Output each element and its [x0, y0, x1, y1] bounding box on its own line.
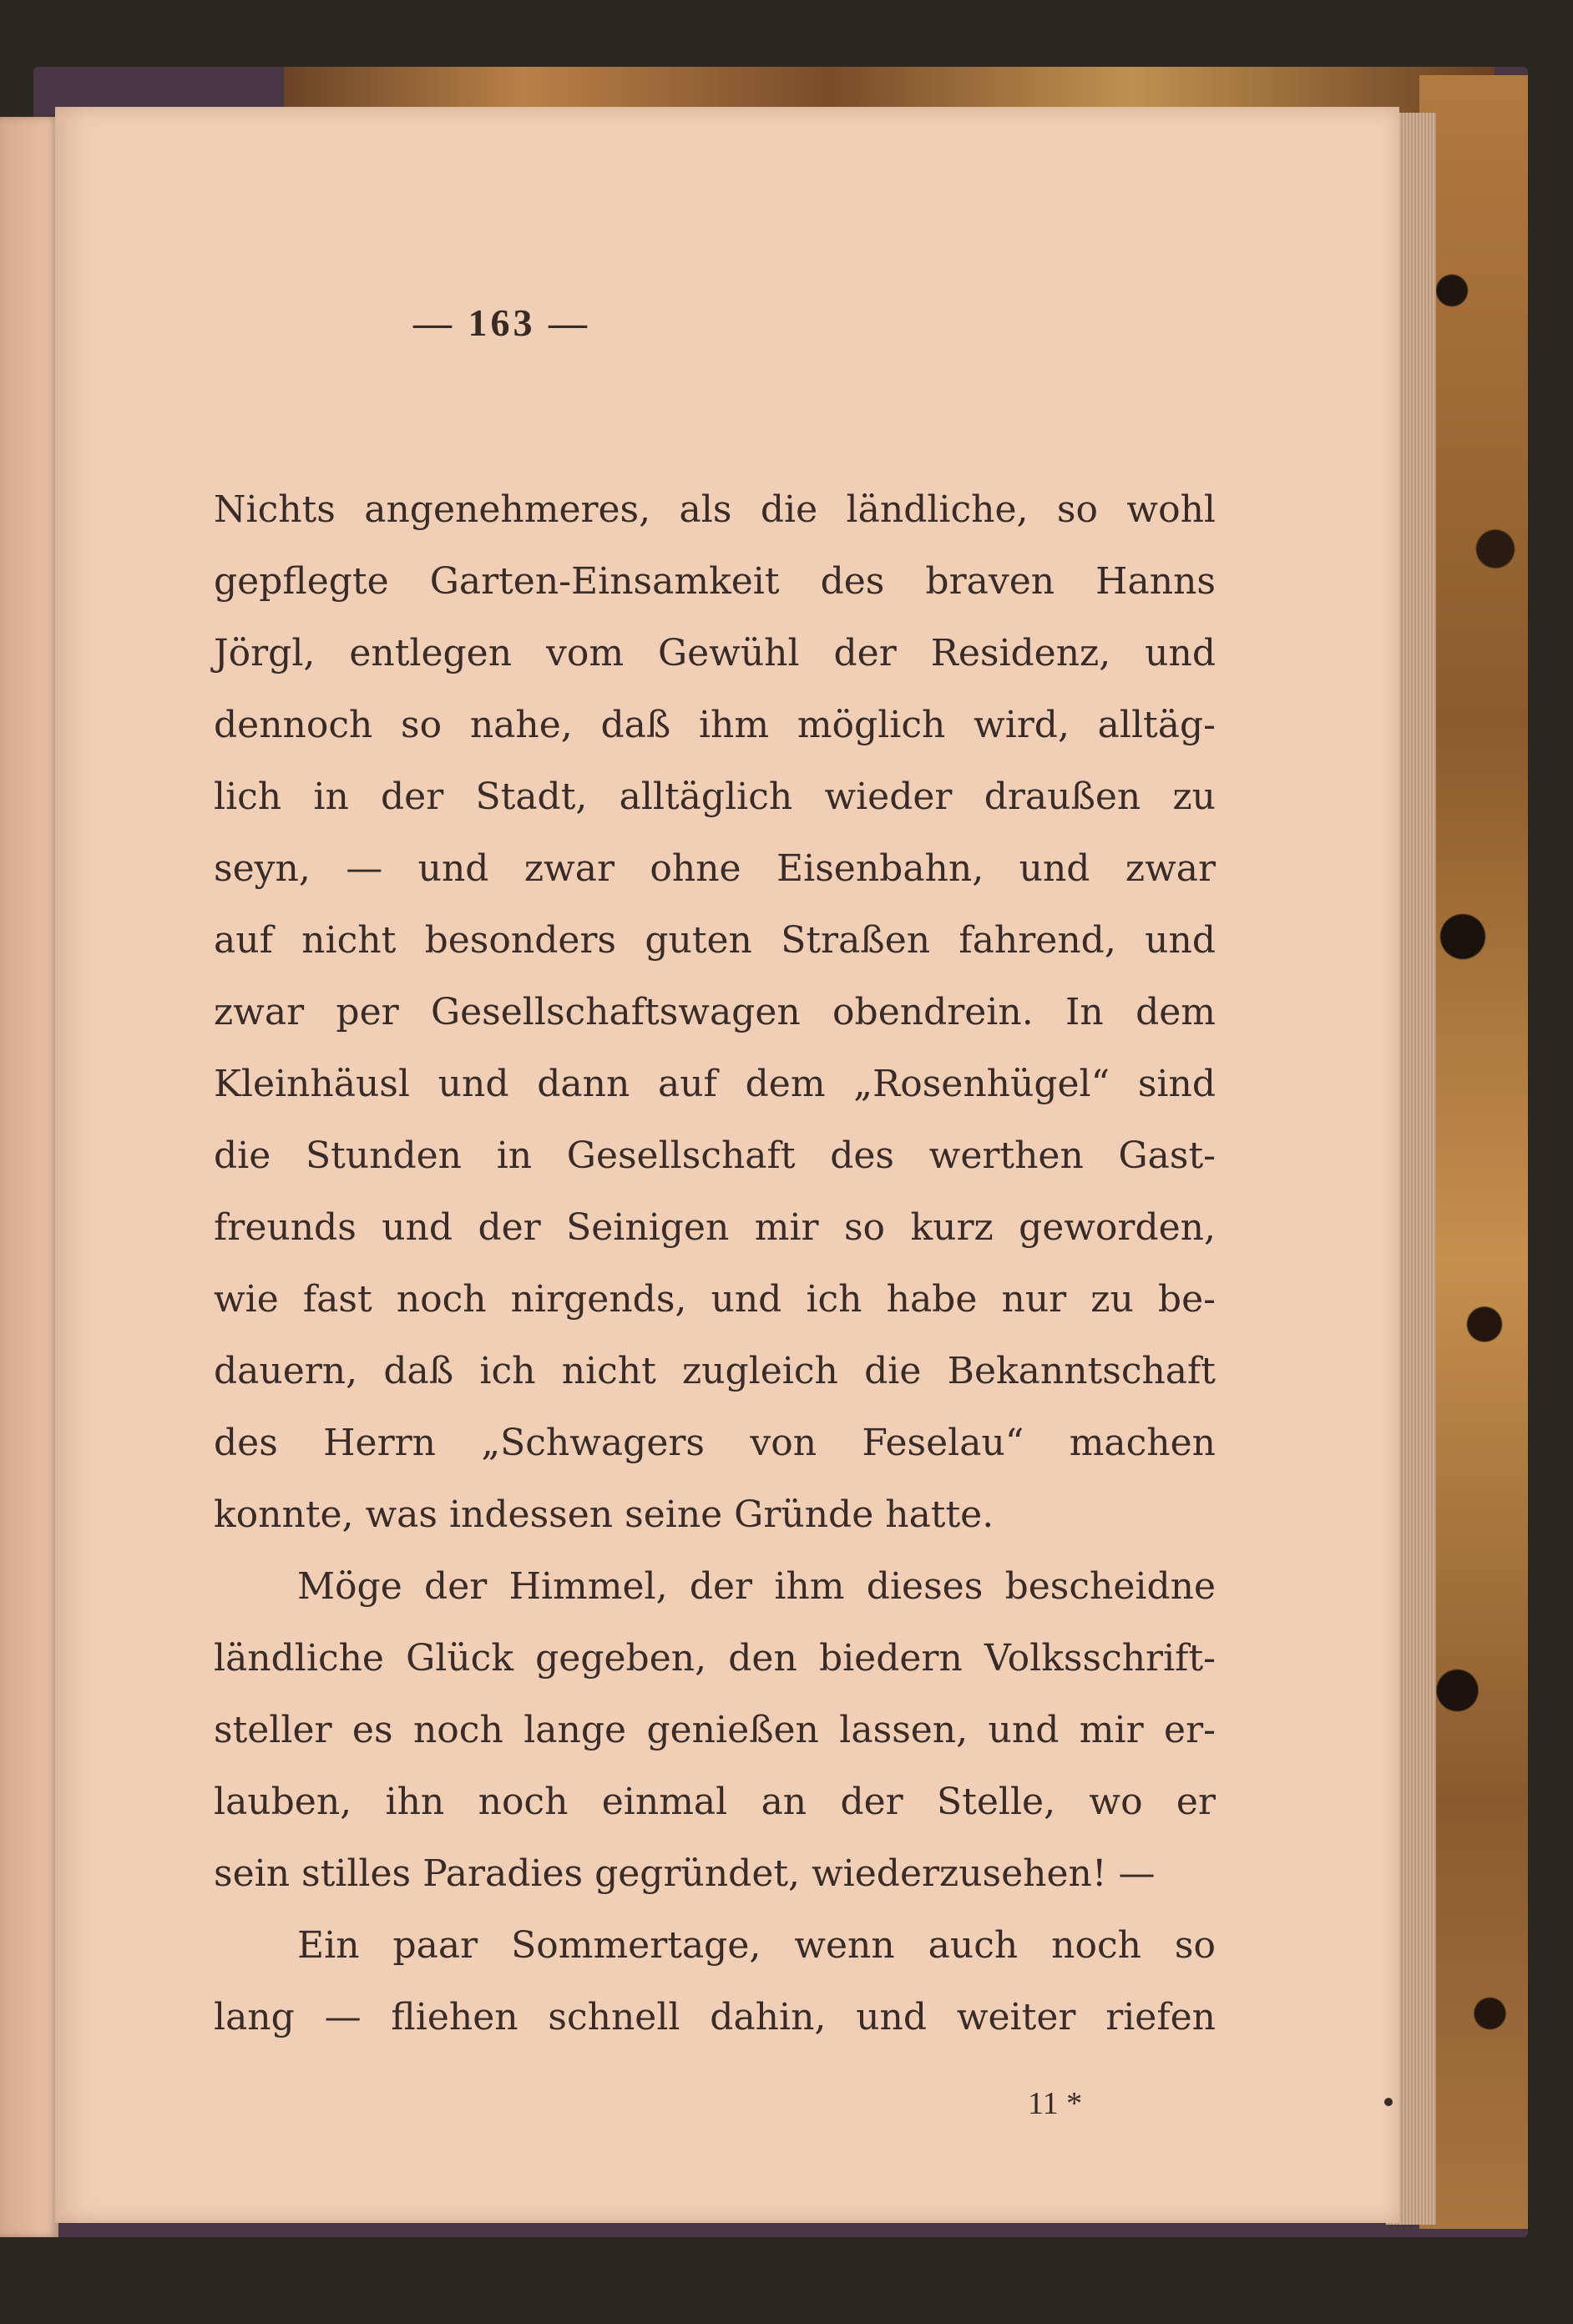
- body-text: [214, 474, 1216, 2054]
- text-line: lauben, ihn noch einmal an der Stelle, wo er: [214, 1781, 1216, 1823]
- text-line: wie fast noch nirgends, und ich habe nur zu be-: [214, 1278, 1216, 1321]
- text-line: dauern, daß ich nicht zugleich die Bekanntschaft: [214, 1350, 1216, 1392]
- text-line: sein stilles Paradies gegründet, wiederzusehen! —: [214, 1852, 1156, 1895]
- page-number-header: — 163 —: [413, 301, 590, 344]
- text-line: die Stunden in Gesellschaft des werthen Gast-: [214, 1134, 1216, 1177]
- paragraph-start-line: Ein paar Sommertage, wenn auch noch so: [297, 1924, 1216, 1967]
- signature-mark: 11 *: [1028, 2086, 1083, 2121]
- ink-dot: [1384, 2098, 1393, 2106]
- left-page-edge: [0, 117, 58, 2237]
- book-page: [55, 107, 1399, 2223]
- text-line: lich in der Stadt, alltäglich wieder draußen zu: [214, 776, 1216, 818]
- text-line: Nichts angenehmeres, als die ländliche, so wohl: [214, 488, 1216, 531]
- text-line: ländliche Glück gegeben, den biedern Volksschrift-: [214, 1637, 1216, 1680]
- paragraph-start-line: Möge der Himmel, der ihm dieses bescheidne: [297, 1565, 1216, 1608]
- text-line: gepflegte Garten-Einsamkeit des braven Hanns: [214, 560, 1216, 603]
- text-line: lang — fliehen schnell dahin, und weiter riefen: [214, 1996, 1216, 2039]
- text-line: auf nicht besonders guten Straßen fahrend, und: [214, 919, 1216, 962]
- text-line: zwar per Gesellschaftswagen obendrein. In dem: [214, 991, 1216, 1033]
- text-line: steller es noch lange genießen lassen, und mir er-: [214, 1709, 1216, 1751]
- text-line: Kleinhäusl und dann auf dem „Rosenhügel“ sind: [214, 1063, 1216, 1105]
- text-line: seyn, — und zwar ohne Eisenbahn, und zwar: [214, 847, 1216, 890]
- text-line: Jörgl, entlegen vom Gewühl der Residenz, und: [214, 632, 1216, 674]
- text-line: dennoch so nahe, daß ihm möglich wird, alltäg-: [214, 704, 1216, 746]
- text-line: freunds und der Seinigen mir so kurz geworden,: [214, 1206, 1216, 1249]
- text-line: des Herrn „Schwagers von Feselau“ machen: [214, 1422, 1216, 1464]
- text-line: konnte, was indessen seine Gründe hatte.: [214, 1493, 994, 1536]
